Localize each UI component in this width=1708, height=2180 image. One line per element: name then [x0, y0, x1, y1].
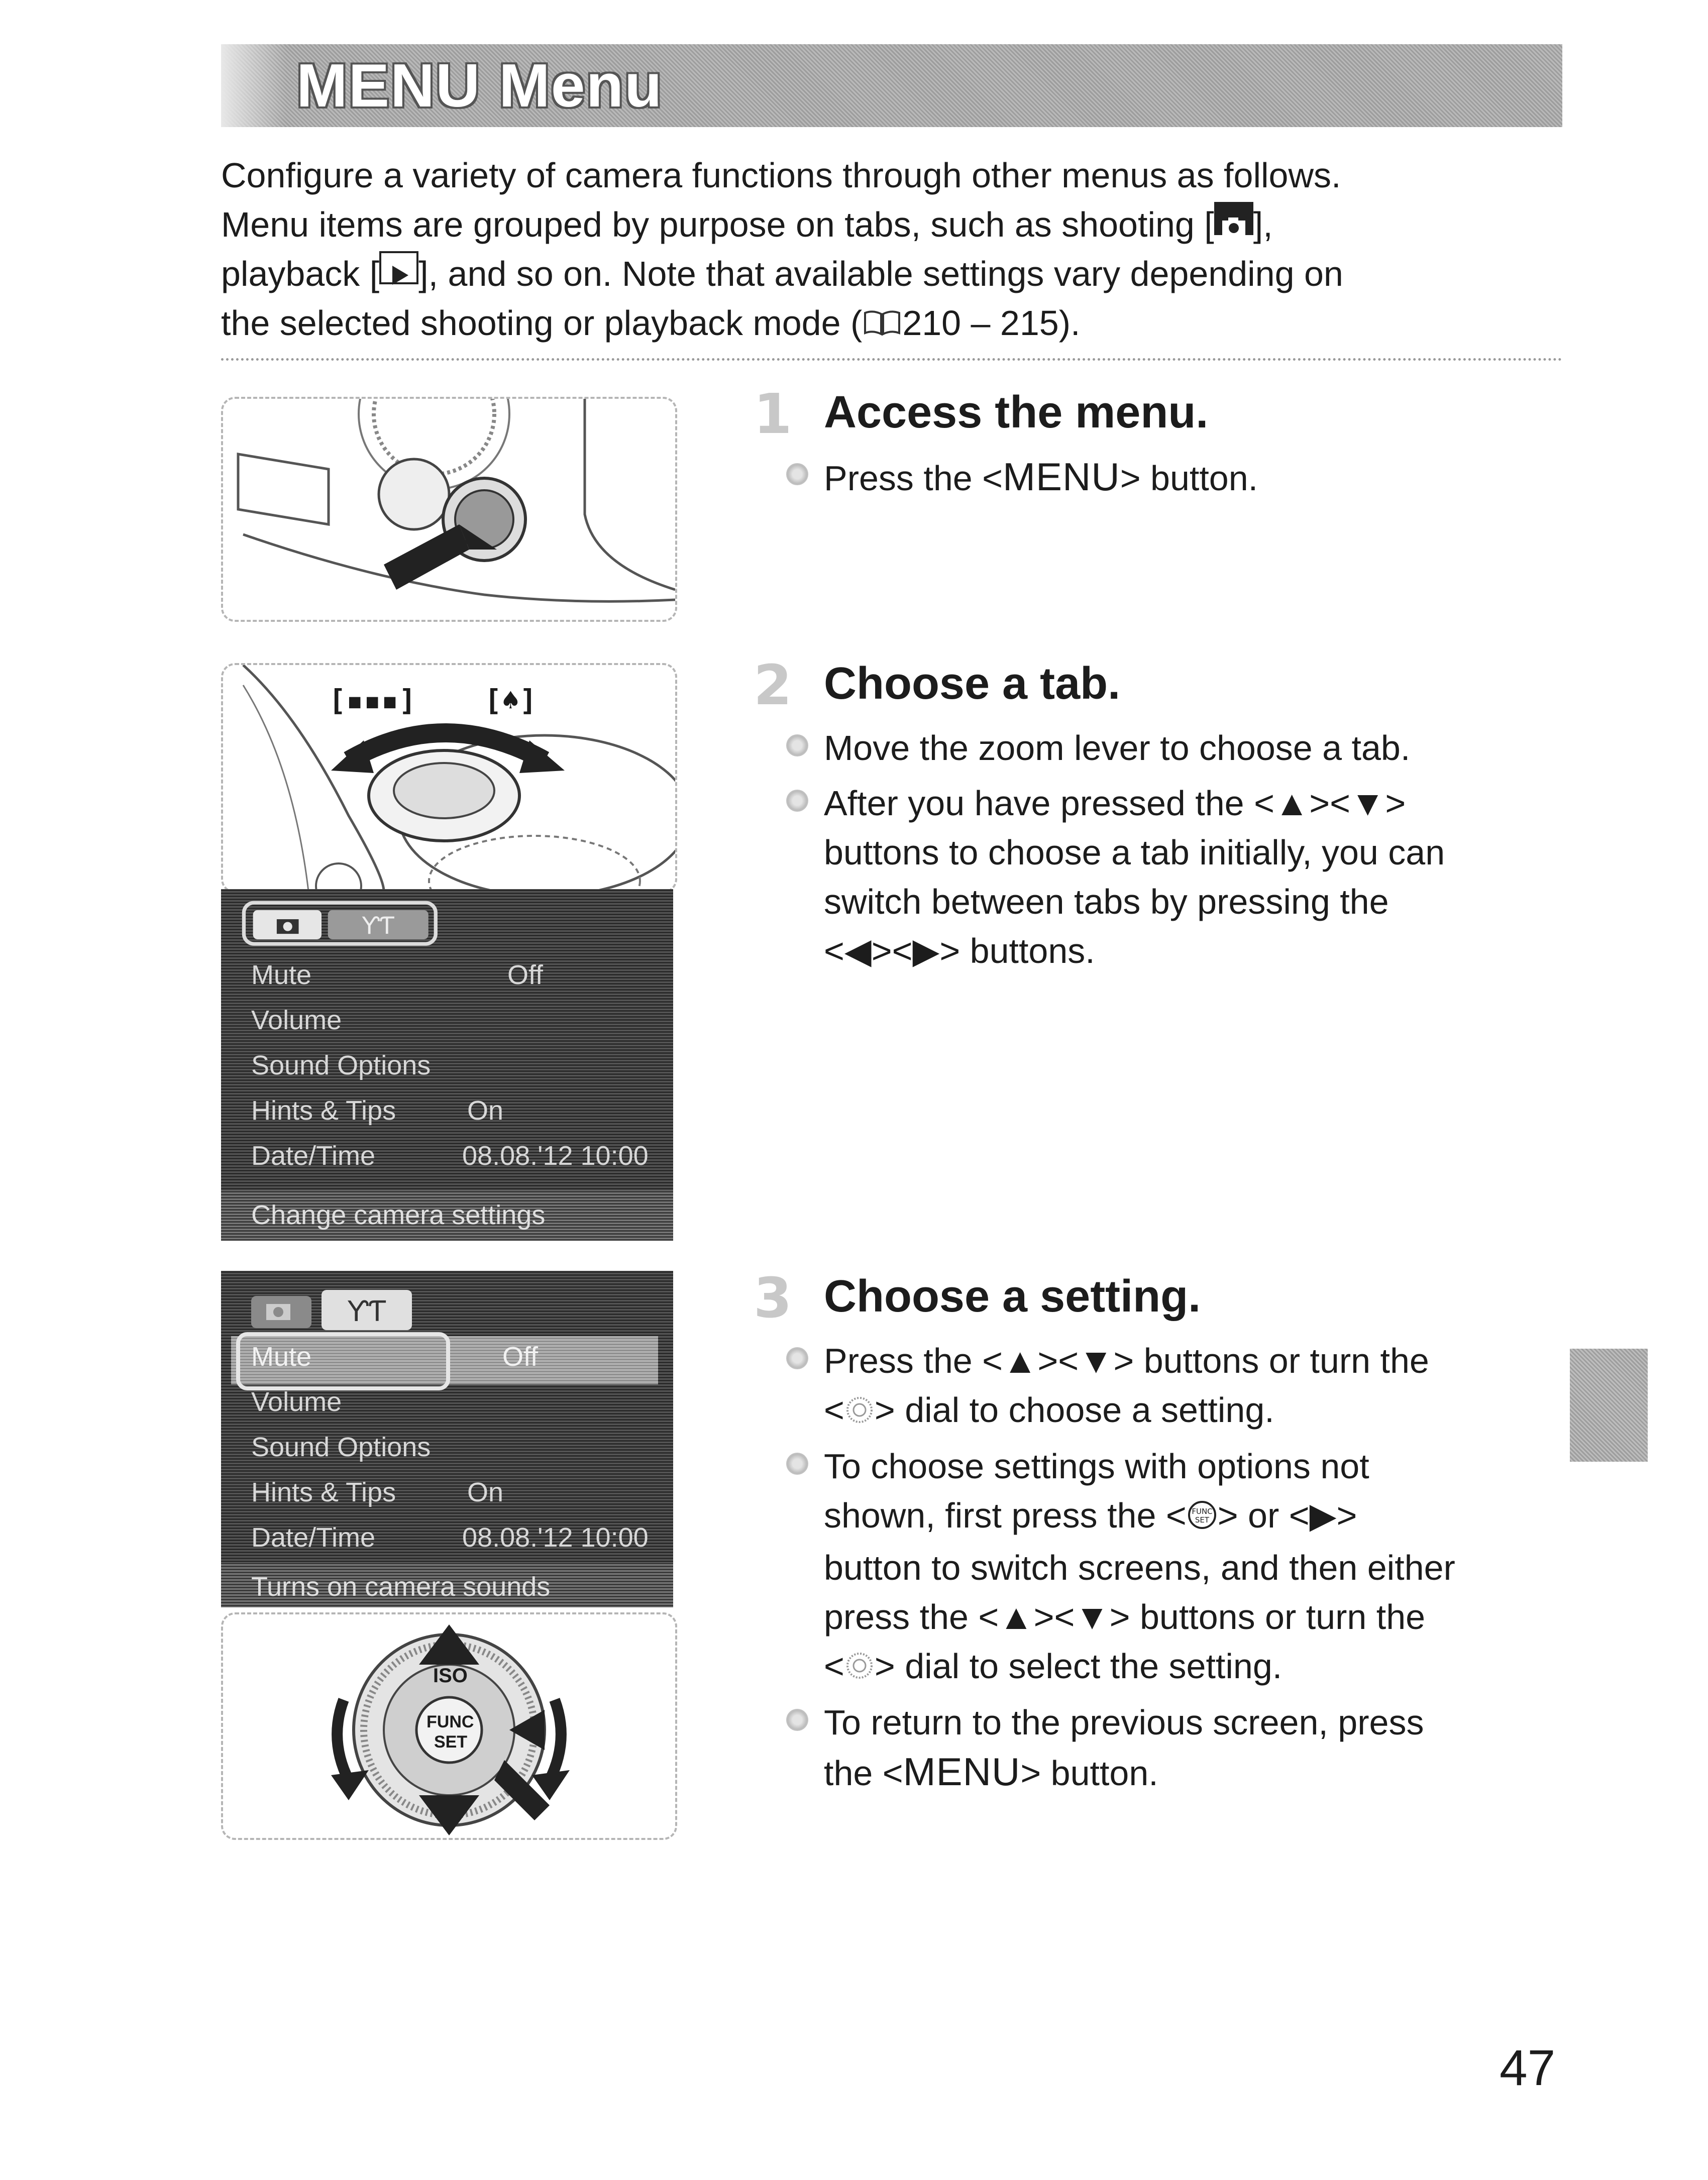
svg-text:ƳƬ: ƳƬ	[362, 912, 394, 940]
dial-iso-label: ISO	[433, 1665, 468, 1687]
left-arrow-icon: ◀	[844, 931, 872, 970]
menu-footer: Turns on camera sounds	[221, 1562, 673, 1607]
menu-item-value: Off	[507, 960, 544, 990]
chapter-tab-marker	[1570, 1349, 1648, 1462]
down-arrow-icon: ▼	[1075, 1597, 1110, 1637]
step-title: Choose a setting.	[824, 1271, 1201, 1322]
menu-item: Date/Time	[251, 1522, 376, 1553]
svg-text:ƳƬ: ƳƬ	[348, 1295, 386, 1328]
dial-set-label: SET	[434, 1732, 468, 1752]
menu-item-value: 08.08.'12 10:00	[462, 1522, 649, 1553]
list-item: To return to the previous screen, press the <MENU> button.	[824, 1698, 1567, 1798]
page-number: 47	[1500, 2040, 1556, 2096]
menu-item-selected: Mute	[251, 1342, 312, 1372]
up-arrow-icon: ▲	[1274, 784, 1310, 823]
menu-item: Volume	[251, 1387, 342, 1417]
control-dial-illustration	[221, 1612, 677, 1840]
step-number: 3	[754, 1266, 792, 1330]
zoom-wide-label: [▪▪▪]	[329, 683, 416, 717]
list-item: Move the zoom lever to choose a tab.	[824, 723, 1567, 773]
camera-menu-screen-setting	[221, 1271, 673, 1607]
list-item: Press the <MENU> button.	[824, 452, 1567, 503]
menu-button-label: MENU	[903, 1750, 1021, 1794]
svg-text:SET: SET	[1195, 1515, 1209, 1524]
up-arrow-icon: ▲	[1003, 1341, 1038, 1380]
playback-tab-icon	[379, 251, 418, 284]
menu-item: Hints & Tips	[251, 1477, 396, 1507]
menu-item: Volume	[251, 1005, 342, 1035]
up-arrow-icon: ▲	[999, 1597, 1034, 1637]
shooting-tab-icon	[1214, 202, 1253, 235]
menu-item: Hints & Tips	[251, 1096, 396, 1126]
dial-func-label: FUNC	[426, 1712, 474, 1731]
menu-item-value: 08.08.'12 10:00	[462, 1141, 649, 1171]
book-icon	[862, 301, 902, 351]
zoom-tele-label: [♠]	[484, 683, 537, 717]
svg-text:FUNC: FUNC	[1192, 1506, 1213, 1516]
menu-footer: Change camera settings	[221, 1190, 673, 1241]
menu-item-value: Off	[502, 1342, 539, 1372]
camera-menu-screen-tabs	[221, 889, 673, 1241]
menu-item-value: On	[467, 1096, 504, 1126]
down-arrow-icon: ▼	[1079, 1341, 1114, 1380]
menu-item-value: On	[467, 1477, 504, 1507]
intro-paragraph: Configure a variety of camera functions through other menus as follows. Menu items are grouped by purpose on tabs, such as shooting [ ], playback [ ], and so on. Note that available settings vary depending on the selected shooting or playback mode ( 210 – 215).	[221, 151, 1577, 351]
func-set-icon	[1187, 1494, 1218, 1543]
step-number: 2	[754, 653, 792, 717]
step-title: Choose a tab.	[824, 659, 1121, 709]
zoom-lever-illustration	[221, 663, 677, 893]
menu-item: Date/Time	[251, 1141, 376, 1171]
down-arrow-icon: ▼	[1350, 784, 1385, 823]
right-arrow-icon: ▶	[1309, 1496, 1337, 1535]
step-number: 1	[754, 382, 792, 446]
control-dial-icon	[844, 1644, 875, 1693]
menu-button-label: MENU	[1003, 455, 1120, 499]
list-item: After you have pressed the <▲><▼> buttons to choose a tab initially, you can switch between tabs by pressing the <◀><▶> buttons.	[824, 779, 1567, 975]
section-divider	[221, 358, 1562, 361]
step-title: Access the menu.	[824, 387, 1209, 438]
list-item: Press the <▲><▼> buttons or turn the < > dial to choose a setting.	[824, 1336, 1567, 1438]
page-title: MENU Menu	[296, 51, 663, 120]
menu-item: Sound Options	[251, 1432, 431, 1462]
right-arrow-icon: ▶	[912, 931, 940, 970]
control-dial-icon	[844, 1388, 875, 1438]
menu-item: Sound Options	[251, 1050, 431, 1080]
menu-button-illustration	[221, 397, 677, 622]
menu-item: Mute	[251, 960, 312, 990]
list-item: To choose settings with options not shown, first press the < FUNC SET > or <▶> button to switch screens, and then either press the <▲><▼> buttons or turn the < > dial to select the setting.	[824, 1442, 1567, 1693]
